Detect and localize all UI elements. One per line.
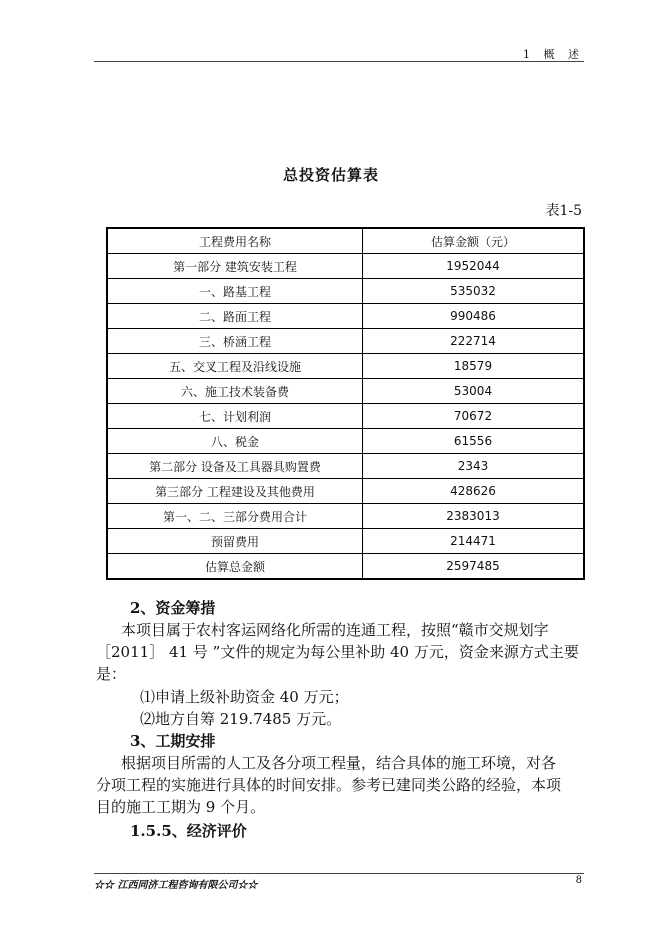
investment-table xyxy=(106,227,585,580)
table-row xyxy=(107,454,584,479)
table-row xyxy=(107,504,584,529)
table-row xyxy=(107,254,584,279)
cost-item-name: 第三部分 工程建设及其他费用 xyxy=(107,479,363,504)
schedule-paragraph-line: 分项工程的实施进行具体的时间安排。参考已建同类公路的经验，本项 xyxy=(96,776,562,794)
cost-item-name: 二、路面工程 xyxy=(107,304,363,329)
table-row xyxy=(107,404,584,429)
cost-item-name: 第一部分 建筑安装工程 xyxy=(107,254,363,279)
cost-item-amount: 53004 xyxy=(363,379,585,404)
cost-item-name: 八、税金 xyxy=(107,429,363,454)
cost-item-name: 预留费用 xyxy=(107,529,363,554)
funding-paragraph-line: 是： xyxy=(96,665,127,683)
table-number: 表1-5 xyxy=(545,203,582,219)
cost-item-amount: 70672 xyxy=(363,404,585,429)
funding-item: ⑵地方自筹 219.7485 万元。 xyxy=(140,710,342,728)
table-header-row xyxy=(107,228,584,254)
funding-item: ⑴申请上级补助资金 40 万元； xyxy=(140,688,349,706)
table-row xyxy=(107,479,584,504)
cost-item-amount: 990486 xyxy=(363,304,585,329)
cost-item-name: 五、交叉工程及沿线设施 xyxy=(107,354,363,379)
cost-item-amount: 222714 xyxy=(363,329,585,354)
schedule-paragraph-line: 目的施工工期为 9 个月。 xyxy=(96,798,266,816)
cost-item-name: 三、桥涵工程 xyxy=(107,329,363,354)
cost-item-name: 第一、二、三部分费用合计 xyxy=(107,504,363,529)
footer-rule xyxy=(94,873,584,874)
table-row xyxy=(107,354,584,379)
cost-item-name: 估算总金额 xyxy=(107,554,363,580)
cost-item-amount: 2597485 xyxy=(363,554,585,580)
schedule-paragraph-line: 根据项目所需的人工及各分项工程量，结合具体的施工环境，对各 xyxy=(121,754,557,772)
cost-item-name: 第二部分 设备及工具器具购置费 xyxy=(107,454,363,479)
column-header-amount: 估算金额（元） xyxy=(363,228,585,254)
cost-item-name: 七、计划利润 xyxy=(107,404,363,429)
cost-item-amount: 428626 xyxy=(363,479,585,504)
table-row xyxy=(107,304,584,329)
cost-item-name: 一、路基工程 xyxy=(107,279,363,304)
table-row xyxy=(107,279,584,304)
header-rule xyxy=(94,61,584,62)
table-row xyxy=(107,429,584,454)
table-row xyxy=(107,529,584,554)
cost-item-amount: 18579 xyxy=(363,354,585,379)
funding-paragraph-line: ［2011］ 41 号 ”文件的规定为每公里补助 40 万元，资金来源方式主要 xyxy=(96,643,579,661)
table-row xyxy=(107,554,584,580)
page-number: 8 xyxy=(575,875,582,886)
economic-evaluation-heading: 1.5.5、经济评价 xyxy=(130,822,247,840)
funding-paragraph-line: 本项目属于农村客运网络化所需的连通工程，按照“赣市交规划字 xyxy=(121,621,549,639)
funding-heading: 2、资金筹措 xyxy=(130,599,216,617)
cost-item-amount: 1952044 xyxy=(363,254,585,279)
table-row xyxy=(107,379,584,404)
cost-item-amount: 214471 xyxy=(363,529,585,554)
cost-item-amount: 2343 xyxy=(363,454,585,479)
cost-item-amount: 61556 xyxy=(363,429,585,454)
schedule-heading: 3、工期安排 xyxy=(130,732,216,750)
table-row xyxy=(107,329,584,354)
table-title: 总投资估算表 xyxy=(282,166,379,184)
cost-item-amount: 2383013 xyxy=(363,504,585,529)
cost-item-name: 六、施工技术装备费 xyxy=(107,379,363,404)
cost-item-amount: 535032 xyxy=(363,279,585,304)
column-header-name: 工程费用名称 xyxy=(107,228,363,254)
footer-company: ☆☆ 江西同济工程咨询有限公司☆☆ xyxy=(94,880,258,891)
chapter-header: 1 概 述 xyxy=(523,48,584,61)
